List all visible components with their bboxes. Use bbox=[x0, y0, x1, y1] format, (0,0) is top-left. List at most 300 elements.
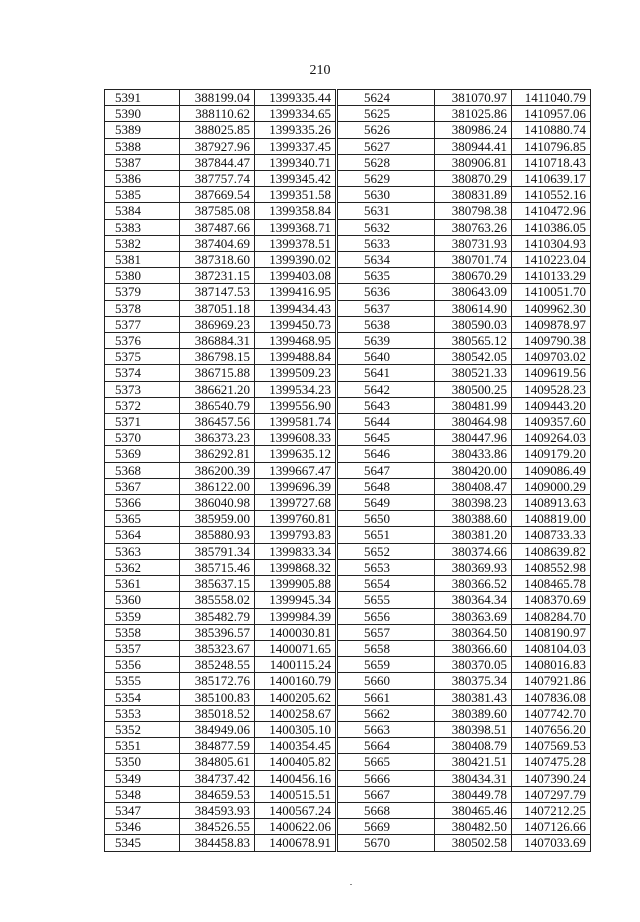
point-id-left: 5364 bbox=[105, 527, 180, 543]
point-id-right: 5647 bbox=[338, 462, 435, 478]
table-row bbox=[105, 705, 591, 721]
y-coordinate-left: 1400515.51 bbox=[255, 786, 336, 802]
point-id-right: 5669 bbox=[338, 819, 435, 835]
x-coordinate-right: 380906.81 bbox=[435, 154, 512, 170]
point-id-right: 5666 bbox=[338, 770, 435, 786]
y-coordinate-left: 1399345.42 bbox=[255, 171, 336, 187]
x-coordinate-left: 385880.93 bbox=[180, 527, 255, 543]
table-row bbox=[105, 284, 591, 300]
point-id-right: 5651 bbox=[338, 527, 435, 543]
table-row bbox=[105, 365, 591, 381]
table-row bbox=[105, 673, 591, 689]
point-id-right: 5624 bbox=[338, 90, 435, 106]
point-id-right: 5661 bbox=[338, 689, 435, 705]
table-row bbox=[105, 738, 591, 754]
point-id-left: 5353 bbox=[105, 705, 180, 721]
x-coordinate-left: 386884.31 bbox=[180, 333, 255, 349]
y-coordinate-right: 1409264.03 bbox=[512, 430, 591, 446]
y-coordinate-left: 1399760.81 bbox=[255, 511, 336, 527]
y-coordinate-left: 1399358.84 bbox=[255, 203, 336, 219]
table-row bbox=[105, 235, 591, 251]
x-coordinate-right: 380482.50 bbox=[435, 819, 512, 835]
y-coordinate-right: 1407297.79 bbox=[512, 786, 591, 802]
point-id-left: 5368 bbox=[105, 462, 180, 478]
x-coordinate-left: 386122.00 bbox=[180, 478, 255, 494]
x-coordinate-left: 386798.15 bbox=[180, 349, 255, 365]
table-row bbox=[105, 835, 591, 851]
x-coordinate-left: 385558.02 bbox=[180, 592, 255, 608]
table-row bbox=[105, 106, 591, 122]
point-id-left: 5372 bbox=[105, 397, 180, 413]
y-coordinate-right: 1410552.16 bbox=[512, 187, 591, 203]
y-coordinate-left: 1400258.67 bbox=[255, 705, 336, 721]
point-id-left: 5357 bbox=[105, 640, 180, 656]
y-coordinate-left: 1399335.44 bbox=[255, 90, 336, 106]
y-coordinate-left: 1399727.68 bbox=[255, 495, 336, 511]
y-coordinate-left: 1400305.10 bbox=[255, 721, 336, 737]
table-row bbox=[105, 478, 591, 494]
y-coordinate-left: 1399351.58 bbox=[255, 187, 336, 203]
x-coordinate-right: 380831.89 bbox=[435, 187, 512, 203]
point-id-left: 5379 bbox=[105, 284, 180, 300]
point-id-left: 5391 bbox=[105, 90, 180, 106]
point-id-right: 5652 bbox=[338, 543, 435, 559]
x-coordinate-left: 386292.81 bbox=[180, 446, 255, 462]
point-id-left: 5370 bbox=[105, 430, 180, 446]
x-coordinate-right: 380433.86 bbox=[435, 446, 512, 462]
x-coordinate-right: 380381.43 bbox=[435, 689, 512, 705]
point-id-right: 5658 bbox=[338, 640, 435, 656]
y-coordinate-left: 1399793.83 bbox=[255, 527, 336, 543]
y-coordinate-right: 1408465.78 bbox=[512, 576, 591, 592]
point-id-left: 5375 bbox=[105, 349, 180, 365]
point-id-left: 5363 bbox=[105, 543, 180, 559]
y-coordinate-left: 1399534.23 bbox=[255, 381, 336, 397]
y-coordinate-right: 1408104.03 bbox=[512, 640, 591, 656]
x-coordinate-right: 380408.79 bbox=[435, 738, 512, 754]
point-id-right: 5645 bbox=[338, 430, 435, 446]
y-coordinate-right: 1409179.20 bbox=[512, 446, 591, 462]
x-coordinate-left: 384593.93 bbox=[180, 802, 255, 818]
x-coordinate-right: 380370.05 bbox=[435, 657, 512, 673]
y-coordinate-left: 1400115.24 bbox=[255, 657, 336, 673]
table-row bbox=[105, 754, 591, 770]
point-id-left: 5366 bbox=[105, 495, 180, 511]
point-id-left: 5349 bbox=[105, 770, 180, 786]
table-row bbox=[105, 219, 591, 235]
y-coordinate-right: 1410639.17 bbox=[512, 171, 591, 187]
x-coordinate-right: 380389.60 bbox=[435, 705, 512, 721]
x-coordinate-right: 380944.41 bbox=[435, 138, 512, 154]
table-row bbox=[105, 203, 591, 219]
table-row bbox=[105, 122, 591, 138]
x-coordinate-left: 387585.08 bbox=[180, 203, 255, 219]
table-row bbox=[105, 462, 591, 478]
x-coordinate-right: 380870.29 bbox=[435, 171, 512, 187]
x-coordinate-right: 380420.00 bbox=[435, 462, 512, 478]
x-coordinate-right: 380643.09 bbox=[435, 284, 512, 300]
y-coordinate-right: 1409000.29 bbox=[512, 478, 591, 494]
x-coordinate-right: 380369.93 bbox=[435, 559, 512, 575]
y-coordinate-right: 1410386.05 bbox=[512, 219, 591, 235]
point-id-left: 5377 bbox=[105, 316, 180, 332]
x-coordinate-right: 380375.34 bbox=[435, 673, 512, 689]
y-coordinate-left: 1400567.24 bbox=[255, 802, 336, 818]
y-coordinate-left: 1399868.32 bbox=[255, 559, 336, 575]
y-coordinate-right: 1408733.33 bbox=[512, 527, 591, 543]
y-coordinate-right: 1407126.66 bbox=[512, 819, 591, 835]
point-id-right: 5648 bbox=[338, 478, 435, 494]
point-id-right: 5642 bbox=[338, 381, 435, 397]
y-coordinate-right: 1408552.98 bbox=[512, 559, 591, 575]
y-coordinate-left: 1399509.23 bbox=[255, 365, 336, 381]
x-coordinate-left: 385018.52 bbox=[180, 705, 255, 721]
x-coordinate-right: 380464.98 bbox=[435, 414, 512, 430]
table-row bbox=[105, 608, 591, 624]
y-coordinate-right: 1408913.63 bbox=[512, 495, 591, 511]
x-coordinate-left: 384458.83 bbox=[180, 835, 255, 851]
table-row bbox=[105, 138, 591, 154]
table-row bbox=[105, 381, 591, 397]
point-id-right: 5660 bbox=[338, 673, 435, 689]
x-coordinate-left: 385637.15 bbox=[180, 576, 255, 592]
y-coordinate-left: 1400678.91 bbox=[255, 835, 336, 851]
y-coordinate-left: 1399556.90 bbox=[255, 397, 336, 413]
y-coordinate-right: 1411040.79 bbox=[512, 90, 591, 106]
x-coordinate-left: 386373.23 bbox=[180, 430, 255, 446]
x-coordinate-right: 380502.58 bbox=[435, 835, 512, 851]
point-id-right: 5629 bbox=[338, 171, 435, 187]
y-coordinate-right: 1407921.86 bbox=[512, 673, 591, 689]
y-coordinate-left: 1399337.45 bbox=[255, 138, 336, 154]
point-id-right: 5625 bbox=[338, 106, 435, 122]
y-coordinate-right: 1407569.53 bbox=[512, 738, 591, 754]
y-coordinate-left: 1399403.08 bbox=[255, 268, 336, 284]
point-id-right: 5663 bbox=[338, 721, 435, 737]
x-coordinate-right: 380614.90 bbox=[435, 300, 512, 316]
table-row bbox=[105, 527, 591, 543]
x-coordinate-left: 387757.74 bbox=[180, 171, 255, 187]
point-id-right: 5656 bbox=[338, 608, 435, 624]
point-id-left: 5350 bbox=[105, 754, 180, 770]
point-id-left: 5380 bbox=[105, 268, 180, 284]
point-id-left: 5371 bbox=[105, 414, 180, 430]
x-coordinate-left: 385323.67 bbox=[180, 640, 255, 656]
scan-artifact-mark bbox=[350, 884, 352, 885]
point-id-left: 5351 bbox=[105, 738, 180, 754]
x-coordinate-right: 380421.51 bbox=[435, 754, 512, 770]
point-id-right: 5646 bbox=[338, 446, 435, 462]
table-row bbox=[105, 770, 591, 786]
x-coordinate-right: 380763.26 bbox=[435, 219, 512, 235]
y-coordinate-right: 1410304.93 bbox=[512, 235, 591, 251]
table-row bbox=[105, 397, 591, 413]
x-coordinate-right: 380364.34 bbox=[435, 592, 512, 608]
x-coordinate-right: 381025.86 bbox=[435, 106, 512, 122]
table-row bbox=[105, 316, 591, 332]
point-id-right: 5627 bbox=[338, 138, 435, 154]
y-coordinate-right: 1408819.00 bbox=[512, 511, 591, 527]
point-id-right: 5657 bbox=[338, 624, 435, 640]
y-coordinate-right: 1410796.85 bbox=[512, 138, 591, 154]
table-row bbox=[105, 430, 591, 446]
point-id-right: 5633 bbox=[338, 235, 435, 251]
y-coordinate-right: 1409703.02 bbox=[512, 349, 591, 365]
y-coordinate-left: 1399833.34 bbox=[255, 543, 336, 559]
x-coordinate-right: 380590.03 bbox=[435, 316, 512, 332]
y-coordinate-right: 1410051.70 bbox=[512, 284, 591, 300]
table-row bbox=[105, 252, 591, 268]
x-coordinate-left: 386969.23 bbox=[180, 316, 255, 332]
y-coordinate-right: 1407836.08 bbox=[512, 689, 591, 705]
table-row bbox=[105, 543, 591, 559]
y-coordinate-right: 1407656.20 bbox=[512, 721, 591, 737]
y-coordinate-right: 1409619.56 bbox=[512, 365, 591, 381]
y-coordinate-left: 1399378.51 bbox=[255, 235, 336, 251]
x-coordinate-left: 384949.06 bbox=[180, 721, 255, 737]
table-row bbox=[105, 154, 591, 170]
point-id-left: 5352 bbox=[105, 721, 180, 737]
point-id-left: 5390 bbox=[105, 106, 180, 122]
x-coordinate-right: 380363.69 bbox=[435, 608, 512, 624]
x-coordinate-right: 380449.78 bbox=[435, 786, 512, 802]
point-id-left: 5354 bbox=[105, 689, 180, 705]
point-id-right: 5628 bbox=[338, 154, 435, 170]
y-coordinate-right: 1410718.43 bbox=[512, 154, 591, 170]
x-coordinate-right: 380500.25 bbox=[435, 381, 512, 397]
x-coordinate-left: 384877.59 bbox=[180, 738, 255, 754]
y-coordinate-left: 1399635.12 bbox=[255, 446, 336, 462]
table-row bbox=[105, 187, 591, 203]
x-coordinate-right: 380364.50 bbox=[435, 624, 512, 640]
y-coordinate-left: 1399450.73 bbox=[255, 316, 336, 332]
point-id-right: 5664 bbox=[338, 738, 435, 754]
x-coordinate-right: 380447.96 bbox=[435, 430, 512, 446]
y-coordinate-right: 1408190.97 bbox=[512, 624, 591, 640]
y-coordinate-right: 1407475.28 bbox=[512, 754, 591, 770]
y-coordinate-right: 1410133.29 bbox=[512, 268, 591, 284]
table-row bbox=[105, 333, 591, 349]
point-id-left: 5385 bbox=[105, 187, 180, 203]
x-coordinate-left: 386621.20 bbox=[180, 381, 255, 397]
table-row bbox=[105, 657, 591, 673]
point-id-right: 5630 bbox=[338, 187, 435, 203]
table-row bbox=[105, 640, 591, 656]
x-coordinate-left: 386457.56 bbox=[180, 414, 255, 430]
y-coordinate-right: 1408016.83 bbox=[512, 657, 591, 673]
x-coordinate-left: 384526.55 bbox=[180, 819, 255, 835]
y-coordinate-right: 1409962.30 bbox=[512, 300, 591, 316]
x-coordinate-left: 388110.62 bbox=[180, 106, 255, 122]
point-id-left: 5374 bbox=[105, 365, 180, 381]
y-coordinate-left: 1399581.74 bbox=[255, 414, 336, 430]
x-coordinate-left: 387147.53 bbox=[180, 284, 255, 300]
y-coordinate-left: 1399696.39 bbox=[255, 478, 336, 494]
y-coordinate-left: 1399416.95 bbox=[255, 284, 336, 300]
table-row bbox=[105, 495, 591, 511]
y-coordinate-left: 1399390.02 bbox=[255, 252, 336, 268]
x-coordinate-left: 387927.96 bbox=[180, 138, 255, 154]
y-coordinate-left: 1400071.65 bbox=[255, 640, 336, 656]
point-id-right: 5662 bbox=[338, 705, 435, 721]
point-id-right: 5636 bbox=[338, 284, 435, 300]
point-id-left: 5348 bbox=[105, 786, 180, 802]
x-coordinate-right: 380398.23 bbox=[435, 495, 512, 511]
y-coordinate-right: 1407742.70 bbox=[512, 705, 591, 721]
table-row bbox=[105, 802, 591, 818]
point-id-right: 5638 bbox=[338, 316, 435, 332]
x-coordinate-right: 380798.38 bbox=[435, 203, 512, 219]
x-coordinate-left: 385791.34 bbox=[180, 543, 255, 559]
table-row bbox=[105, 786, 591, 802]
point-id-right: 5650 bbox=[338, 511, 435, 527]
table-row bbox=[105, 349, 591, 365]
y-coordinate-left: 1399984.39 bbox=[255, 608, 336, 624]
y-coordinate-left: 1399905.88 bbox=[255, 576, 336, 592]
point-id-left: 5387 bbox=[105, 154, 180, 170]
point-id-right: 5644 bbox=[338, 414, 435, 430]
y-coordinate-right: 1410472.96 bbox=[512, 203, 591, 219]
x-coordinate-left: 387051.18 bbox=[180, 300, 255, 316]
point-id-left: 5386 bbox=[105, 171, 180, 187]
y-coordinate-left: 1399335.26 bbox=[255, 122, 336, 138]
x-coordinate-right: 380521.33 bbox=[435, 365, 512, 381]
x-coordinate-right: 380366.52 bbox=[435, 576, 512, 592]
x-coordinate-left: 388199.04 bbox=[180, 90, 255, 106]
x-coordinate-right: 380374.66 bbox=[435, 543, 512, 559]
y-coordinate-right: 1409528.23 bbox=[512, 381, 591, 397]
x-coordinate-left: 387231.15 bbox=[180, 268, 255, 284]
y-coordinate-right: 1408639.82 bbox=[512, 543, 591, 559]
x-coordinate-right: 380434.31 bbox=[435, 770, 512, 786]
y-coordinate-left: 1400456.16 bbox=[255, 770, 336, 786]
x-coordinate-right: 380465.46 bbox=[435, 802, 512, 818]
x-coordinate-right: 380381.20 bbox=[435, 527, 512, 543]
x-coordinate-left: 386715.88 bbox=[180, 365, 255, 381]
point-id-right: 5665 bbox=[338, 754, 435, 770]
point-id-left: 5389 bbox=[105, 122, 180, 138]
x-coordinate-right: 380542.05 bbox=[435, 349, 512, 365]
point-id-right: 5632 bbox=[338, 219, 435, 235]
point-id-left: 5347 bbox=[105, 802, 180, 818]
table-row bbox=[105, 576, 591, 592]
point-id-right: 5631 bbox=[338, 203, 435, 219]
point-id-right: 5659 bbox=[338, 657, 435, 673]
point-id-right: 5668 bbox=[338, 802, 435, 818]
point-id-left: 5369 bbox=[105, 446, 180, 462]
x-coordinate-left: 387844.47 bbox=[180, 154, 255, 170]
point-id-right: 5635 bbox=[338, 268, 435, 284]
x-coordinate-left: 385715.46 bbox=[180, 559, 255, 575]
point-id-right: 5655 bbox=[338, 592, 435, 608]
y-coordinate-right: 1409086.49 bbox=[512, 462, 591, 478]
table-row bbox=[105, 559, 591, 575]
point-id-right: 5634 bbox=[338, 252, 435, 268]
point-id-right: 5649 bbox=[338, 495, 435, 511]
x-coordinate-left: 385482.79 bbox=[180, 608, 255, 624]
x-coordinate-left: 387669.54 bbox=[180, 187, 255, 203]
x-coordinate-right: 380731.93 bbox=[435, 235, 512, 251]
x-coordinate-right: 380986.24 bbox=[435, 122, 512, 138]
x-coordinate-left: 385396.57 bbox=[180, 624, 255, 640]
x-coordinate-left: 387487.66 bbox=[180, 219, 255, 235]
point-id-left: 5367 bbox=[105, 478, 180, 494]
x-coordinate-left: 387404.69 bbox=[180, 235, 255, 251]
table-row bbox=[105, 511, 591, 527]
point-id-right: 5667 bbox=[338, 786, 435, 802]
x-coordinate-left: 385248.55 bbox=[180, 657, 255, 673]
point-id-left: 5362 bbox=[105, 559, 180, 575]
point-id-left: 5383 bbox=[105, 219, 180, 235]
point-id-left: 5378 bbox=[105, 300, 180, 316]
y-coordinate-left: 1399434.43 bbox=[255, 300, 336, 316]
x-coordinate-right: 380388.60 bbox=[435, 511, 512, 527]
y-coordinate-left: 1399368.71 bbox=[255, 219, 336, 235]
y-coordinate-right: 1409357.60 bbox=[512, 414, 591, 430]
x-coordinate-left: 386200.39 bbox=[180, 462, 255, 478]
point-id-left: 5355 bbox=[105, 673, 180, 689]
x-coordinate-left: 387318.60 bbox=[180, 252, 255, 268]
y-coordinate-left: 1400205.62 bbox=[255, 689, 336, 705]
table-row bbox=[105, 90, 591, 106]
x-coordinate-left: 386540.79 bbox=[180, 397, 255, 413]
table-row bbox=[105, 624, 591, 640]
y-coordinate-right: 1408284.70 bbox=[512, 608, 591, 624]
y-coordinate-left: 1399334.65 bbox=[255, 106, 336, 122]
point-id-left: 5361 bbox=[105, 576, 180, 592]
x-coordinate-left: 384659.53 bbox=[180, 786, 255, 802]
point-id-left: 5356 bbox=[105, 657, 180, 673]
table-row bbox=[105, 592, 591, 608]
y-coordinate-left: 1400622.06 bbox=[255, 819, 336, 835]
point-id-right: 5643 bbox=[338, 397, 435, 413]
x-coordinate-left: 385100.83 bbox=[180, 689, 255, 705]
table-row bbox=[105, 268, 591, 284]
x-coordinate-left: 384737.42 bbox=[180, 770, 255, 786]
y-coordinate-right: 1407212.25 bbox=[512, 802, 591, 818]
x-coordinate-right: 380398.51 bbox=[435, 721, 512, 737]
page-number: 210 bbox=[309, 63, 331, 78]
x-coordinate-right: 380481.99 bbox=[435, 397, 512, 413]
point-id-left: 5381 bbox=[105, 252, 180, 268]
coordinates-table bbox=[104, 89, 591, 852]
y-coordinate-left: 1400160.79 bbox=[255, 673, 336, 689]
x-coordinate-right: 381070.97 bbox=[435, 90, 512, 106]
table-row bbox=[105, 689, 591, 705]
y-coordinate-right: 1407033.69 bbox=[512, 835, 591, 851]
x-coordinate-left: 385172.76 bbox=[180, 673, 255, 689]
point-id-left: 5384 bbox=[105, 203, 180, 219]
table-row bbox=[105, 171, 591, 187]
point-id-left: 5373 bbox=[105, 381, 180, 397]
point-id-right: 5670 bbox=[338, 835, 435, 851]
point-id-right: 5626 bbox=[338, 122, 435, 138]
coordinates-table-body bbox=[105, 90, 591, 852]
point-id-left: 5359 bbox=[105, 608, 180, 624]
point-id-left: 5345 bbox=[105, 835, 180, 851]
x-coordinate-left: 388025.85 bbox=[180, 122, 255, 138]
point-id-left: 5365 bbox=[105, 511, 180, 527]
point-id-left: 5346 bbox=[105, 819, 180, 835]
y-coordinate-right: 1410880.74 bbox=[512, 122, 591, 138]
table-row bbox=[105, 414, 591, 430]
point-id-right: 5640 bbox=[338, 349, 435, 365]
y-coordinate-right: 1409443.20 bbox=[512, 397, 591, 413]
x-coordinate-right: 380366.60 bbox=[435, 640, 512, 656]
table-row bbox=[105, 300, 591, 316]
x-coordinate-right: 380565.12 bbox=[435, 333, 512, 349]
y-coordinate-right: 1409790.38 bbox=[512, 333, 591, 349]
